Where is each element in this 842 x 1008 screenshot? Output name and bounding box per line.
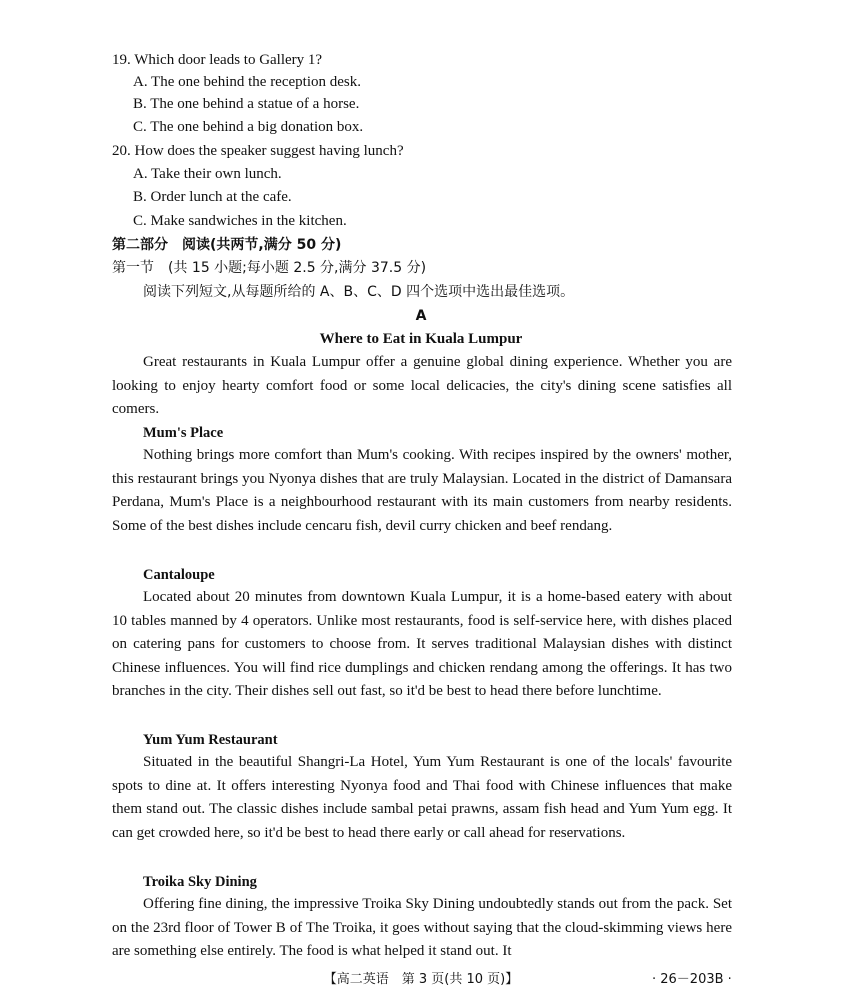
question-19-option-c: C. The one behind a big donation box. bbox=[133, 119, 364, 135]
section-title: 第一节 (共 15 小题;每小题 2.5 分,满分 37.5 分) bbox=[112, 260, 427, 276]
question-19-option-a: A. The one behind the reception desk. bbox=[133, 74, 361, 90]
passage-intro bbox=[112, 351, 732, 422]
section-body-troika bbox=[112, 893, 732, 964]
page-footer: 【高二英语 第 3 页(共 10 页)】 bbox=[323, 972, 519, 987]
section-text-troika: Offering fine dining, the impressive Troika Sky Dining undoubtedly stands out from the pack. Set on the 23rd floor of Tower B of The Troika, it goes without saying that the cloud-skimming views here are something else entirely. The food is what helped it stand out. It bbox=[112, 896, 732, 960]
part-title: 第二部分 阅读(共两节,满分 50 分) bbox=[112, 237, 342, 253]
question-19-option-b: B. The one behind a statue of a horse. bbox=[133, 96, 360, 112]
question-20-option-c: C. Make sandwiches in the kitchen. bbox=[133, 213, 347, 229]
section-text-cantaloupe: Located about 20 minutes from downtown Kuala Lumpur, it is a home-based eatery with about 10 tables manned by 4 operators. Unlike most restaurants, food is self-service here, with dishes placed on catering pans for customers to choose from. It serves traditional Malaysian dishes with distinct Chinese influences. You will find rice dumplings and chicken rendang among the offerings. It has two branches in the city. Their dishes sell out fast, so it'd be best to head there before lunchtime. bbox=[112, 589, 732, 700]
question-20-option-a: A. Take their own lunch. bbox=[133, 166, 282, 182]
question-20-stem: 20. How does the speaker suggest having lunch? bbox=[112, 143, 404, 159]
passage-intro-text: Great restaurants in Kuala Lumpur offer a genuine global dining experience. Whether you are looking to enjoy hearty comfort food or some local delicacies, the city's dining scene satisfies all comers. bbox=[112, 354, 732, 418]
section-heading-yum-yum: Yum Yum Restaurant bbox=[143, 732, 278, 748]
section-heading-cantaloupe: Cantaloupe bbox=[143, 567, 215, 583]
section-body-yum-yum bbox=[112, 751, 732, 845]
question-20-option-b: B. Order lunch at the cafe. bbox=[133, 189, 292, 205]
question-19-stem: 19. Which door leads to Gallery 1? bbox=[112, 52, 323, 68]
exam-code: · 26－203B · bbox=[652, 972, 732, 987]
section-body-cantaloupe bbox=[112, 586, 732, 704]
passage-letter: A bbox=[415, 308, 427, 324]
section-text-mums-place: Nothing brings more comfort than Mum's cooking. With recipes inspired by the owners' mother, this restaurant brings you Nyonya dishes that are truly Malaysian. Located in the district of Damansara Perdana, Mum's Place is a neighbourhood restaurant with its main customers from nearby residents. Some of the best dishes include cencaru fish, devil curry chicken and beef rendang. bbox=[112, 447, 732, 534]
section-heading-troika: Troika Sky Dining bbox=[143, 874, 257, 890]
section-text-yum-yum: Situated in the beautiful Shangri-La Hotel, Yum Yum Restaurant is one of the locals' favourite spots to dine at. It offers interesting Nyonya food and Thai food with Chinese influences that make them stand out. The classic dishes include sambal petai prawns, assam fish head and Yum Yum egg. It can get crowded here, so it'd be best to head there early or call ahead for reservations. bbox=[112, 754, 732, 841]
reading-instruction: 阅读下列短文,从每题所给的 A、B、C、D 四个选项中选出最佳选项。 bbox=[143, 284, 575, 300]
section-body-mums-place bbox=[112, 444, 732, 538]
passage-title: Where to Eat in Kuala Lumpur bbox=[319, 331, 523, 347]
section-heading-mums-place: Mum's Place bbox=[143, 425, 224, 441]
